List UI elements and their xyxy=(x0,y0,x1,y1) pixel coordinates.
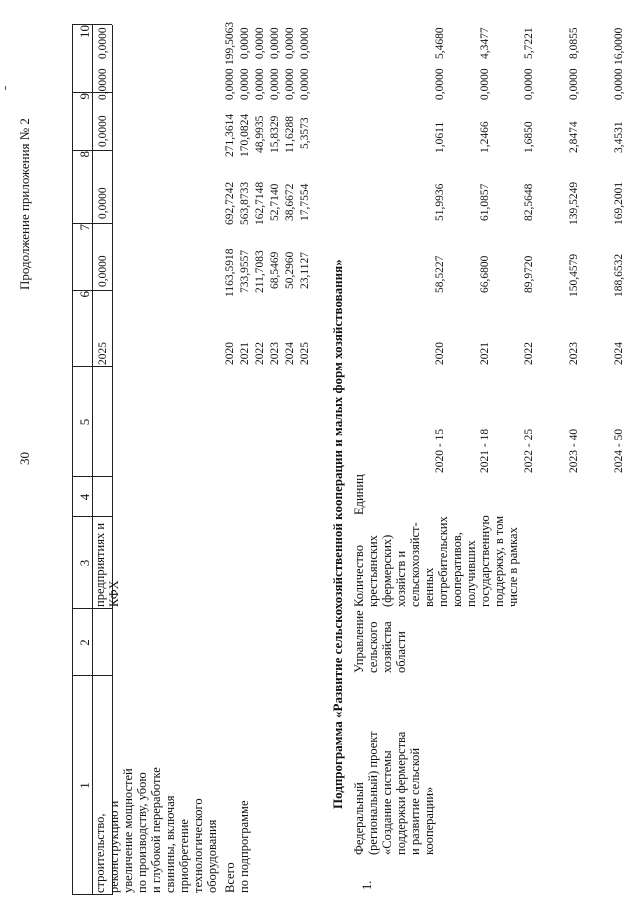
col-header-5: 5 xyxy=(77,418,92,426)
project-v7: 169,2001 xyxy=(613,181,625,225)
total-v6: 211,7083 xyxy=(254,250,266,293)
total-v6: 23,1127 xyxy=(299,252,311,289)
total-v7: 162,7148 xyxy=(254,181,266,225)
project-v10: 8,0855 xyxy=(568,27,580,59)
project-v7: 139,5249 xyxy=(568,181,580,225)
total-v8: 170,0824 xyxy=(239,113,251,157)
row-top-v10: 0,0000 xyxy=(97,27,109,59)
total-v9: 0,0000 xyxy=(239,68,251,100)
total-year: 2025 xyxy=(299,342,311,365)
project-v8: 1,0611 xyxy=(434,121,446,153)
total-v7: 52,7140 xyxy=(269,183,281,221)
col-header-2: 2 xyxy=(77,639,92,646)
subprogram-title: Подпрограмма «Развитие сельскохозяйственной кооперации и малых форм хозяйствования» xyxy=(330,259,345,809)
project-v8: 3,4531 xyxy=(613,121,625,153)
col-header-3: 3 xyxy=(77,559,92,567)
project-v6: 66,6800 xyxy=(479,255,491,293)
total-v9: 0,0000 xyxy=(284,68,296,100)
project-v6: 188,6532 xyxy=(613,253,625,297)
total-v9: 0,0000 xyxy=(224,68,236,100)
project-target: 2022 - 25 xyxy=(523,428,535,473)
project-v9: 0,0000 xyxy=(523,68,535,100)
project-v9: 0,0000 xyxy=(613,68,625,100)
project-year: 2023 xyxy=(568,342,580,365)
project-v9: 0,0000 xyxy=(479,68,491,100)
project-target: 2021 - 18 xyxy=(479,428,491,473)
project-year: 2024 xyxy=(613,342,625,365)
row-top-v7: 0,0000 xyxy=(97,187,109,219)
total-v10: 0,0000 xyxy=(254,27,266,59)
col-header-10: 10 xyxy=(77,25,92,38)
project-v8: 1,6850 xyxy=(523,121,535,153)
project-target: 2020 - 15 xyxy=(434,428,446,473)
total-v7: 38,6672 xyxy=(284,183,296,221)
col-header-8: 8 xyxy=(77,151,92,158)
project-executor: Управление сельского хозяйства области xyxy=(352,610,408,673)
col-header-6: 6 xyxy=(77,291,92,298)
total-year: 2021 xyxy=(239,342,251,365)
project-number: 1. xyxy=(360,880,374,890)
project-v6: 150,4579 xyxy=(568,253,580,297)
project-unit: Единиц xyxy=(352,474,366,515)
total-v8: 271,3614 xyxy=(224,113,236,157)
appendix-note: Продолжение приложения № 2 xyxy=(17,118,32,290)
row-top-v9: 0,0000 xyxy=(97,68,109,100)
total-v9: 0,0000 xyxy=(299,68,311,100)
project-v6: 89,9720 xyxy=(523,255,535,293)
project-v10: 5,7221 xyxy=(523,27,535,59)
row-top-col3: предприятиях и КФХ xyxy=(93,522,121,607)
project-description: Федеральный (региональный) проект «Создание системы поддержки фермерства и развитие сельской кооперации» xyxy=(352,731,436,855)
total-v6: 1163,5918 xyxy=(224,248,236,297)
total-v10: 0,0000 xyxy=(269,27,281,59)
scan-mark xyxy=(5,86,6,90)
col-header-9: 9 xyxy=(77,93,92,100)
total-year: 2020 xyxy=(224,342,236,365)
project-v10: 5,4680 xyxy=(434,27,446,59)
total-v10: 0,0000 xyxy=(239,27,251,59)
project-target: 2024 - 50 xyxy=(613,428,625,473)
total-v10: 0,0000 xyxy=(299,27,311,59)
col-header-1: 1 xyxy=(77,782,92,789)
total-label: Всего xyxy=(223,862,237,893)
project-v7: 61,0857 xyxy=(479,183,491,221)
total-year: 2023 xyxy=(269,342,281,365)
project-v10: 4,3477 xyxy=(479,27,491,59)
project-year: 2021 xyxy=(479,342,491,365)
project-v6: 58,5227 xyxy=(434,255,446,293)
total-v6: 68,5469 xyxy=(269,251,281,289)
total-v9: 0,0000 xyxy=(254,68,266,100)
project-v7: 82,5648 xyxy=(523,183,535,221)
total-v8: 11,6288 xyxy=(284,116,296,153)
total-v8: 5,3573 xyxy=(299,117,311,149)
total-v7: 563,8733 xyxy=(239,181,251,225)
total-v7: 17,7554 xyxy=(299,183,311,221)
row-top-year: 2025 xyxy=(97,342,109,365)
project-year: 2020 xyxy=(434,342,446,365)
project-v8: 1,2466 xyxy=(479,121,491,153)
total-year: 2024 xyxy=(284,342,296,365)
total-v8: 15,8329 xyxy=(269,115,281,153)
row-top-v8: 0,0000 xyxy=(97,115,109,147)
project-target: 2023 - 40 xyxy=(568,428,580,473)
project-v9: 0,0000 xyxy=(568,68,580,100)
total-v9: 0,0000 xyxy=(269,68,281,100)
total-v6: 733,9557 xyxy=(239,249,251,293)
col-header-4: 4 xyxy=(77,493,92,501)
page-number: 30 xyxy=(17,452,32,465)
total-v10: 0,0000 xyxy=(284,27,296,59)
row-top-description: строительство, реконструкцию и увеличение мощностей по производству, убою и глубокой переработке свинины, включая приобретение технологического оборудования xyxy=(93,767,219,893)
total-v6: 50,2960 xyxy=(284,251,296,289)
total-year: 2022 xyxy=(254,342,266,365)
project-v8: 2,8474 xyxy=(568,121,580,153)
project-v7: 51,9936 xyxy=(434,183,446,221)
total-v10: 199,5063 xyxy=(224,21,236,65)
col-header-7: 7 xyxy=(77,224,92,231)
project-v10: 16,0000 xyxy=(613,27,625,65)
total-v8: 48,9935 xyxy=(254,115,266,153)
project-indicator: Количество крестьянских (фермерских) хозяйств и сельскохозяйст- венных потребительских кооперативов, получивших государственную поддержку, в том числе в рамках xyxy=(352,515,520,607)
row-top-v6: 0,0000 xyxy=(97,255,109,287)
project-year: 2022 xyxy=(523,342,535,365)
total-label-2: по подпрограмме xyxy=(237,800,251,893)
total-v7: 692,7242 xyxy=(224,181,236,225)
project-v9: 0,0000 xyxy=(434,68,446,100)
